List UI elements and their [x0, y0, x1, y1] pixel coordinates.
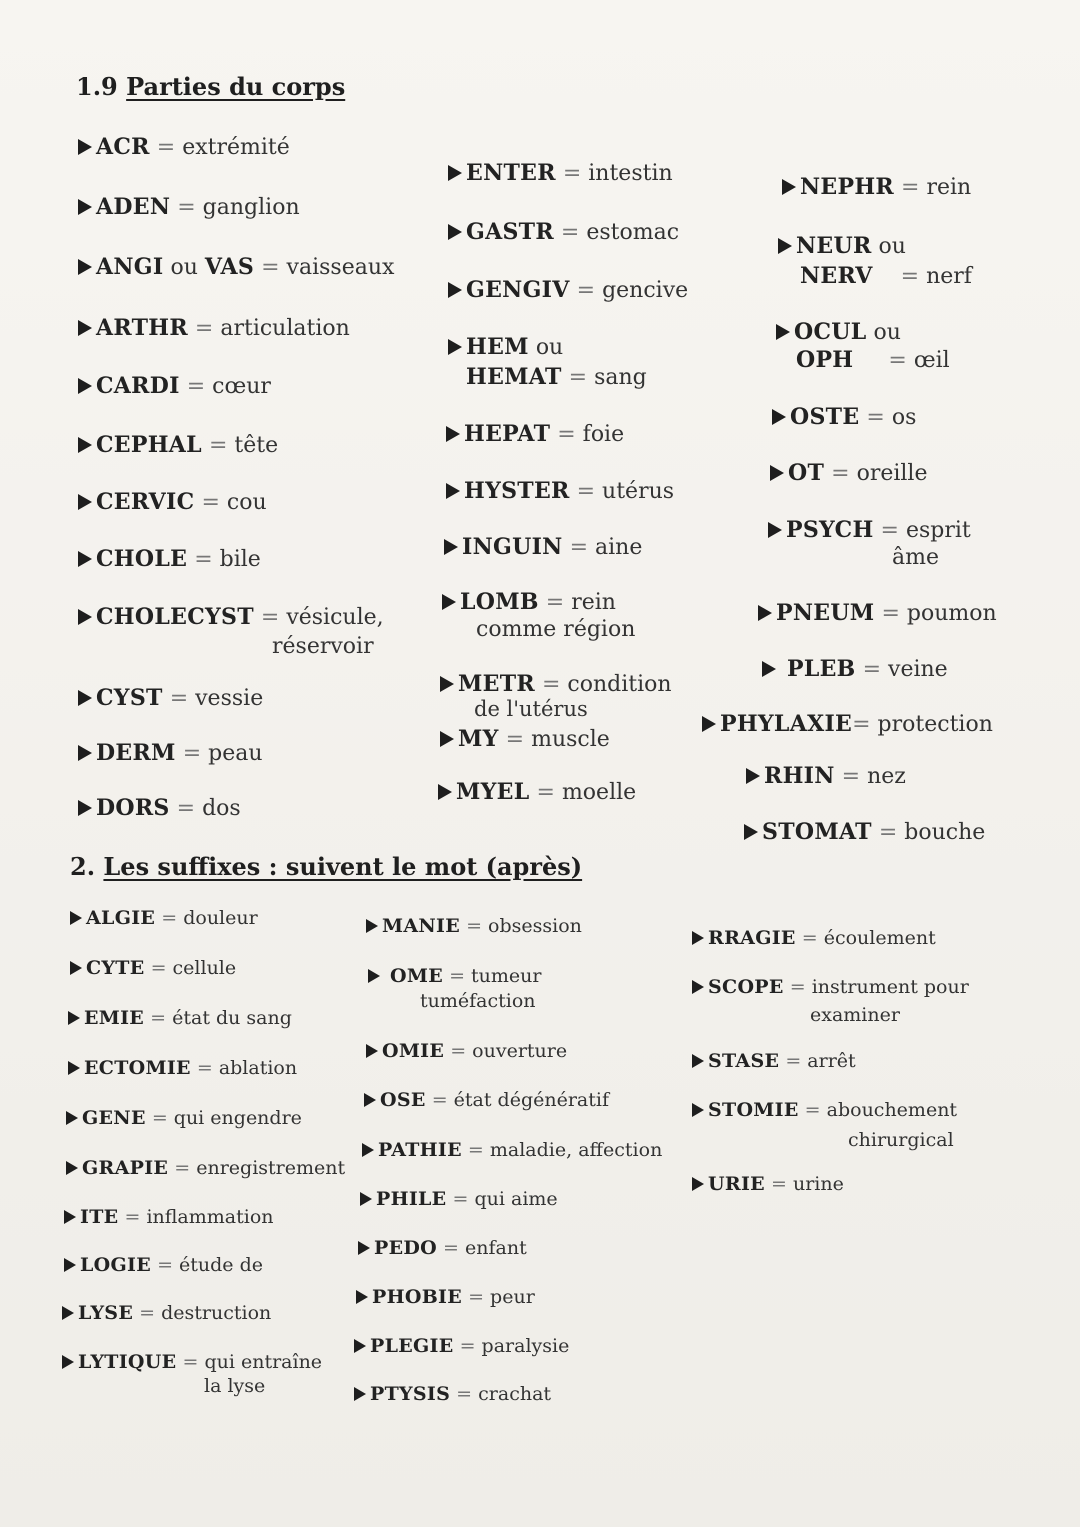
term: HEM: [466, 334, 529, 360]
meaning: urine: [792, 1173, 844, 1195]
section-number: 2.: [70, 852, 96, 881]
meaning: état du sang: [172, 1007, 292, 1029]
list-item: CARDI = cœur: [78, 371, 271, 402]
meaning: crachat: [478, 1383, 552, 1405]
arrow-bullet-icon: [368, 969, 380, 983]
meaning: étude de: [179, 1254, 264, 1276]
section-heading-body-parts: [76, 72, 345, 101]
meaning: enregistrement: [196, 1157, 346, 1179]
meaning: gencive: [602, 278, 689, 303]
list-item: PHILE = qui aime: [360, 1187, 558, 1212]
meaning: inflammation: [146, 1206, 274, 1228]
list-item: MY = muscle: [440, 724, 610, 755]
meaning: rein: [926, 175, 972, 200]
term: ENTER: [466, 160, 556, 186]
meaning: enfant: [465, 1237, 527, 1259]
list-item: CYTE = cellule: [70, 956, 236, 981]
term: PATHIE: [378, 1139, 462, 1161]
arrow-bullet-icon: [448, 224, 462, 240]
term: PNEUM: [776, 600, 875, 626]
meaning-continuation: âme: [892, 545, 939, 570]
arrow-bullet-icon: [692, 980, 704, 994]
list-item: RRAGIE = écoulement: [692, 926, 936, 951]
list-item: CYST = vessie: [78, 683, 263, 714]
meaning-continuation: tuméfaction: [420, 990, 536, 1012]
meaning-continuation: de l'utérus: [474, 697, 588, 721]
meaning: ouverture: [472, 1040, 568, 1062]
arrow-bullet-icon: [62, 1355, 74, 1369]
arrow-bullet-icon: [78, 609, 92, 625]
term: PLEB: [787, 656, 856, 682]
arrow-bullet-icon: [440, 676, 454, 692]
list-item: STOMIE = abouchement: [692, 1098, 957, 1123]
term: OSTE: [790, 404, 860, 430]
term: RHIN: [764, 763, 835, 789]
meaning: sang: [594, 365, 647, 390]
arrow-bullet-icon: [448, 165, 462, 181]
list-item: LYTIQUE = qui entraîne: [62, 1350, 322, 1375]
list-item: PLEGIE = paralysie: [354, 1334, 569, 1359]
term: STOMAT: [762, 819, 872, 845]
term: GRAPIE: [82, 1157, 169, 1179]
meaning: rein: [571, 590, 616, 615]
list-item: PHYLAXIE= protection: [702, 709, 993, 740]
arrow-bullet-icon: [782, 179, 796, 195]
term: NEUR: [796, 233, 872, 259]
arrow-bullet-icon: [78, 551, 92, 567]
arrow-bullet-icon: [78, 745, 92, 761]
meaning: qui engendre: [173, 1107, 302, 1129]
term: CARDI: [96, 373, 180, 399]
list-item: GASTR = estomac: [448, 217, 679, 248]
arrow-bullet-icon: [64, 1258, 76, 1272]
list-item: CERVIC = cou: [78, 487, 267, 518]
meaning: instrument pour: [811, 976, 969, 998]
arrow-bullet-icon: [354, 1387, 366, 1401]
arrow-bullet-icon: [358, 1241, 370, 1255]
list-item: EMIE = état du sang: [68, 1006, 292, 1031]
list-item: LOMB = rein: [442, 587, 616, 618]
term-alt: NERV: [800, 263, 873, 289]
term: GENE: [82, 1107, 146, 1129]
section-number: 1.9: [76, 72, 118, 101]
meaning: extrémité: [182, 135, 290, 160]
term: CYTE: [86, 957, 145, 979]
meaning: obsession: [488, 915, 582, 937]
list-item: NEPHR = rein: [782, 172, 971, 203]
term: INGUIN: [462, 534, 563, 560]
meaning: bile: [219, 547, 261, 572]
meaning: qui aime: [474, 1188, 558, 1210]
list-item: RHIN = nez: [746, 761, 906, 792]
meaning: ganglion: [202, 195, 300, 220]
list-item: ALGIE = douleur: [70, 906, 258, 931]
list-item: [778, 231, 906, 262]
meaning: estomac: [586, 220, 680, 245]
term: STOMIE: [708, 1099, 799, 1121]
term: LOMB: [460, 589, 539, 615]
meaning-continuation: comme région: [476, 617, 636, 642]
list-item: CEPHAL = tête: [78, 430, 278, 461]
meaning: protection: [877, 712, 993, 737]
arrow-bullet-icon: [364, 1093, 376, 1107]
arrow-bullet-icon: [78, 800, 92, 816]
section-heading-suffixes: [70, 852, 582, 881]
arrow-bullet-icon: [78, 437, 92, 453]
conjunction: ou: [878, 234, 906, 259]
arrow-bullet-icon: [778, 238, 792, 254]
term: OMIE: [382, 1040, 445, 1062]
arrow-bullet-icon: [366, 1044, 378, 1058]
list-item: STASE = arrêt: [692, 1049, 856, 1074]
arrow-bullet-icon: [692, 1054, 704, 1068]
term: CYST: [96, 685, 163, 711]
meaning: bouche: [904, 820, 986, 845]
arrow-bullet-icon: [438, 784, 452, 800]
arrow-bullet-icon: [446, 483, 460, 499]
term: ALGIE: [86, 907, 156, 929]
arrow-bullet-icon: [440, 731, 454, 747]
arrow-bullet-icon: [78, 199, 92, 215]
arrow-bullet-icon: [692, 931, 704, 945]
meaning: utérus: [602, 479, 675, 504]
list-item: INGUIN = aine: [444, 532, 642, 563]
list-item: PNEUM = poumon: [758, 598, 997, 629]
arrow-bullet-icon: [770, 465, 784, 481]
term-alt: HEMAT: [466, 364, 562, 390]
list-item: GRAPIE = enregistrement: [66, 1156, 345, 1181]
term: GENGIV: [466, 277, 570, 303]
meaning: foie: [582, 422, 625, 447]
meaning: maladie, affection: [489, 1139, 663, 1161]
arrow-bullet-icon: [66, 1161, 78, 1175]
conjunction: ou: [873, 320, 901, 345]
list-item: PLEB = veine: [762, 654, 948, 685]
term: HEPAT: [464, 421, 551, 447]
term: ACR: [96, 134, 150, 160]
meaning: vésicule,: [286, 605, 384, 630]
meaning-continuation: chirurgical: [848, 1129, 954, 1151]
meaning: moelle: [561, 780, 637, 805]
meaning: cou: [226, 490, 267, 515]
list-item: METR = condition: [440, 669, 672, 700]
term: MYEL: [456, 779, 530, 805]
arrow-bullet-icon: [762, 661, 776, 677]
term: HYSTER: [464, 478, 570, 504]
term: METR: [458, 671, 535, 697]
meaning: paralysie: [481, 1335, 570, 1357]
list-item: LOGIE = étude de: [64, 1253, 263, 1278]
arrow-bullet-icon: [78, 139, 92, 155]
list-item: CHOLE = bile: [78, 544, 261, 575]
term: RRAGIE: [708, 927, 796, 949]
term-alt: OPH: [796, 347, 854, 373]
list-item: PTYSIS = crachat: [354, 1382, 551, 1407]
meaning: nerf: [926, 264, 972, 289]
arrow-bullet-icon: [448, 339, 462, 355]
arrow-bullet-icon: [692, 1103, 704, 1117]
meaning: cellule: [172, 957, 237, 979]
meaning: état dégénératif: [453, 1089, 610, 1111]
meaning: condition: [567, 672, 672, 697]
term: NEPHR: [800, 174, 894, 200]
meaning: nez: [867, 764, 906, 789]
term: EMIE: [84, 1007, 145, 1029]
list-item: ACR = extrémité: [78, 132, 290, 163]
meaning: dos: [202, 796, 241, 821]
list-item-continuation: HEMAT = sang: [466, 364, 647, 390]
arrow-bullet-icon: [62, 1306, 74, 1320]
arrow-bullet-icon: [772, 409, 786, 425]
term: OSE: [380, 1089, 426, 1111]
arrow-bullet-icon: [448, 282, 462, 298]
list-item: OT = oreille: [770, 458, 928, 489]
meaning-continuation: la lyse: [204, 1375, 266, 1397]
term: STASE: [708, 1050, 780, 1072]
meaning: cœur: [212, 374, 271, 399]
term: ARTHR: [96, 315, 188, 341]
meaning: veine: [888, 657, 948, 682]
arrow-bullet-icon: [366, 919, 378, 933]
list-item: ENTER = intestin: [448, 158, 673, 189]
term: ITE: [80, 1206, 119, 1228]
list-item: [448, 332, 563, 363]
meaning: peau: [208, 741, 263, 766]
term: ADEN: [96, 194, 171, 220]
term: CHOLECYST: [96, 604, 254, 630]
term: PLEGIE: [370, 1335, 454, 1357]
meaning: esprit: [905, 518, 971, 543]
arrow-bullet-icon: [446, 426, 460, 442]
meaning: tumeur: [471, 965, 542, 987]
arrow-bullet-icon: [78, 259, 92, 275]
list-item: CHOLECYST = vésicule,: [78, 602, 384, 633]
list-item: GENGIV = gencive: [448, 275, 688, 306]
list-item: PHOBIE = peur: [356, 1285, 535, 1310]
list-item: MANIE = obsession: [366, 914, 582, 939]
list-item: ARTHR = articulation: [78, 313, 350, 344]
list-item: ECTOMIE = ablation: [68, 1056, 297, 1081]
list-item-continuation: NERV = nerf: [800, 263, 972, 289]
meaning: os: [891, 405, 917, 430]
term: LYSE: [78, 1302, 134, 1324]
term: MANIE: [382, 915, 461, 937]
meaning: qui entraîne: [204, 1351, 323, 1373]
term: OT: [788, 460, 825, 486]
meaning: articulation: [220, 316, 350, 341]
list-item: OME = tumeur: [368, 964, 541, 989]
meaning: vaisseaux: [286, 255, 395, 280]
meaning: abouchement: [826, 1099, 958, 1121]
arrow-bullet-icon: [692, 1177, 704, 1191]
meaning: muscle: [531, 727, 610, 752]
list-item: HEPAT = foie: [446, 419, 624, 450]
list-item: ANGI ou VAS = vaisseaux: [78, 252, 394, 283]
meaning-continuation: examiner: [810, 1004, 900, 1026]
arrow-bullet-icon: [354, 1339, 366, 1353]
list-item: OSTE = os: [772, 402, 916, 433]
conjunction: ou: [535, 335, 564, 360]
term-alt: VAS: [204, 254, 255, 280]
arrow-bullet-icon: [776, 324, 790, 340]
arrow-bullet-icon: [768, 522, 782, 538]
term: ECTOMIE: [84, 1057, 191, 1079]
meaning-continuation: réservoir: [272, 634, 374, 659]
section-title: Parties du corps: [126, 72, 346, 101]
meaning: poumon: [906, 601, 997, 626]
term: PHOBIE: [372, 1286, 463, 1308]
meaning: oreille: [856, 461, 928, 486]
list-item: OMIE = ouverture: [366, 1039, 567, 1064]
term: PSYCH: [786, 517, 874, 543]
arrow-bullet-icon: [746, 768, 760, 784]
term: GASTR: [466, 219, 554, 245]
term: LOGIE: [80, 1254, 152, 1276]
list-item: STOMAT = bouche: [744, 817, 985, 848]
list-item: LYSE = destruction: [62, 1301, 271, 1326]
arrow-bullet-icon: [356, 1290, 368, 1304]
arrow-bullet-icon: [702, 716, 716, 732]
arrow-bullet-icon: [78, 320, 92, 336]
term: PHILE: [376, 1188, 447, 1210]
term: LYTIQUE: [78, 1351, 177, 1373]
list-item: URIE = urine: [692, 1172, 844, 1197]
term: CERVIC: [96, 489, 195, 515]
term: MY: [458, 726, 499, 752]
list-item-continuation: OPH = œil: [796, 347, 950, 373]
list-item: ITE = inflammation: [64, 1205, 274, 1230]
arrow-bullet-icon: [70, 911, 82, 925]
list-item: OSE = état dégénératif: [364, 1088, 609, 1113]
list-item: PATHIE = maladie, affection: [362, 1138, 662, 1163]
list-item: ADEN = ganglion: [78, 192, 300, 223]
term: PEDO: [374, 1237, 437, 1259]
meaning: aine: [595, 535, 643, 560]
list-item: GENE = qui engendre: [66, 1106, 302, 1131]
term: URIE: [708, 1173, 765, 1195]
term: CHOLE: [96, 546, 188, 572]
list-item: [776, 317, 901, 348]
list-item: HYSTER = utérus: [446, 476, 674, 507]
list-item: SCOPE = instrument pour: [692, 975, 969, 1000]
meaning: peur: [490, 1286, 535, 1308]
term: DERM: [96, 740, 176, 766]
arrow-bullet-icon: [66, 1111, 78, 1125]
arrow-bullet-icon: [444, 539, 458, 555]
term: OME: [390, 965, 444, 987]
arrow-bullet-icon: [68, 1011, 80, 1025]
list-item: PSYCH = esprit: [768, 515, 971, 546]
conjunction: ou: [163, 255, 205, 280]
term: SCOPE: [708, 976, 784, 998]
meaning: ablation: [218, 1057, 298, 1079]
arrow-bullet-icon: [758, 605, 772, 621]
meaning: vessie: [195, 686, 264, 711]
list-item: DORS = dos: [78, 793, 241, 824]
arrow-bullet-icon: [64, 1210, 76, 1224]
arrow-bullet-icon: [78, 378, 92, 394]
term: DORS: [96, 795, 170, 821]
arrow-bullet-icon: [78, 690, 92, 706]
meaning: intestin: [588, 161, 673, 186]
arrow-bullet-icon: [360, 1192, 372, 1206]
meaning: écoulement: [823, 927, 936, 949]
term: PTYSIS: [370, 1383, 451, 1405]
list-item: PEDO = enfant: [358, 1236, 527, 1261]
arrow-bullet-icon: [78, 494, 92, 510]
arrow-bullet-icon: [744, 824, 758, 840]
meaning: arrêt: [807, 1050, 856, 1072]
term: ANGI: [96, 254, 164, 280]
meaning: tête: [234, 433, 279, 458]
arrow-bullet-icon: [70, 961, 82, 975]
meaning: douleur: [183, 907, 258, 929]
list-item: MYEL = moelle: [438, 777, 636, 808]
meaning: œil: [913, 348, 950, 373]
arrow-bullet-icon: [442, 594, 456, 610]
arrow-bullet-icon: [362, 1143, 374, 1157]
term: OCUL: [794, 319, 867, 345]
list-item: DERM = peau: [78, 738, 263, 769]
term: PHYLAXIE: [720, 711, 853, 737]
arrow-bullet-icon: [68, 1061, 80, 1075]
meaning: destruction: [161, 1302, 272, 1324]
section-title: Les suffixes : suivent le mot (après): [103, 852, 583, 881]
term: CEPHAL: [96, 432, 202, 458]
